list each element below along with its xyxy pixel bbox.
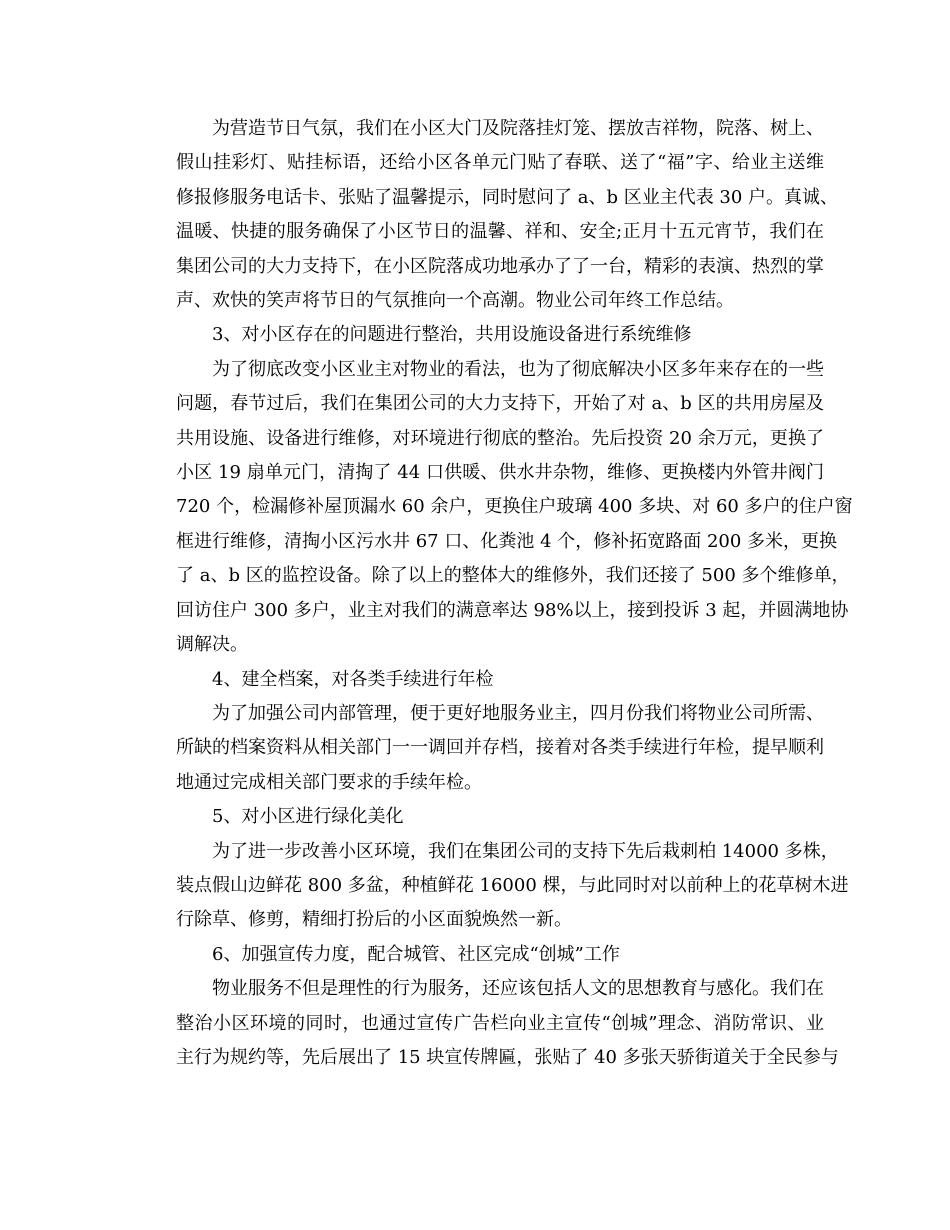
text-line: 行除草、修剪，精细打扮后的小区面貌焕然一新。 — [176, 909, 572, 931]
text-line: 框进行维修，清掏小区污水井 67 口、化粪池 4 个，修补拓宽路面 200 多米，更换 — [176, 530, 838, 552]
text-line: 为了彻底改变小区业主对物业的看法，也为了彻底解决小区多年来存在的一些 — [212, 358, 824, 380]
text-line: 集团公司的大力支持下，在小区院落成功地承办了了一台，精彩的表演、热烈的掌 — [176, 255, 824, 277]
text-line: 所缺的档案资料从相关部门一一调回并存档，接着对各类手续进行年检，提早顺利 — [176, 737, 824, 759]
text-line: 问题，春节过后，我们在集团公司的大力支持下，开始了对 a、b 区的共用房屋及 — [176, 393, 824, 415]
paragraph-archives — [140, 697, 824, 800]
text-line: 温暖、快捷的服务确保了小区节日的温馨、祥和、安全;正月十五元宵节，我们在 — [176, 221, 824, 243]
text-line: 回访住户 300 多户，业主对我们的满意率达 98%以上，接到投诉 3 起，并圆满地协 — [176, 599, 849, 621]
text-line: 了 a、b 区的监控设备。除了以上的整体大的维修外，我们还接了 500 多个维修单， — [176, 565, 850, 587]
paragraph-festival — [140, 112, 839, 318]
text-line: 共用设施、设备进行维修，对环境进行彻底的整治。先后投资 20 余万元，更换了 — [176, 427, 824, 449]
section-heading-4 — [140, 663, 824, 697]
text-line: 小区 19 扇单元门，清掏了 44 口供暖、供水井杂物，维修、更换楼内外管井阀门 — [176, 462, 824, 484]
text-line: 整治小区环境的同时，也通过宣传广告栏向业主宣传“创城”理念、消防常识、业 — [176, 1012, 824, 1034]
text-line: 为营造节日气氛，我们在小区大门及院落挂灯笼、摆放吉祥物，院落、树上、 — [212, 118, 824, 139]
section-heading-5 — [140, 800, 824, 834]
heading-text: 6、加强宣传力度，配合城管、社区完成“创城”工作 — [212, 943, 620, 965]
text-line: 主行为规约等，先后展出了 15 块宣传牌匾，张贴了 40 多张天骄街道关于全民参与 — [176, 1046, 839, 1068]
text-line: 修报修服务电话卡、张贴了温馨提示，同时慰问了 a、b 区业主代表 30 户。真诚、 — [176, 186, 839, 208]
text-line: 为了进一步改善小区环境，我们在集团公司的支持下先后栽刺柏 14000 多株， — [212, 840, 839, 862]
text-line: 为了加强公司内部管理，便于更好地服务业主，四月份我们将物业公司所需、 — [212, 702, 824, 724]
section-heading-6 — [140, 938, 824, 972]
text-line: 720 个，检漏修补屋顶漏水 60 余户，更换住户玻璃 400 多块、对 60 多户的住户窗 — [176, 496, 853, 518]
text-line: 调解决。 — [176, 634, 248, 656]
paragraph-maintenance — [140, 353, 853, 663]
heading-text: 4、建全档案，对各类手续进行年检 — [212, 668, 494, 690]
text-line: 假山挂彩灯、贴挂标语，还给小区各单元门贴了春联、送了“福”字、给业主送维 — [176, 152, 824, 174]
document-body — [140, 112, 853, 1075]
text-line: 地通过完成相关部门要求的手续年检。 — [176, 771, 482, 793]
heading-text: 3、对小区存在的问题进行整治，共用设施设备进行系统维修 — [212, 324, 692, 346]
section-heading-3 — [140, 318, 824, 352]
text-line: 物业服务不但是理性的行为服务，还应该包括人文的思想教育与感化。我们在 — [212, 978, 824, 1000]
paragraph-publicity — [140, 972, 839, 1075]
text-line: 声、欢快的笑声将节日的气氛推向一个高潮。物业公司年终工作总结。 — [176, 290, 734, 312]
text-line: 装点假山边鲜花 800 多盆，种植鲜花 16000 棵，与此同时对以前种上的花草树木进 — [176, 874, 849, 896]
heading-text: 5、对小区进行绿化美化 — [212, 806, 404, 828]
paragraph-greening — [140, 835, 849, 938]
